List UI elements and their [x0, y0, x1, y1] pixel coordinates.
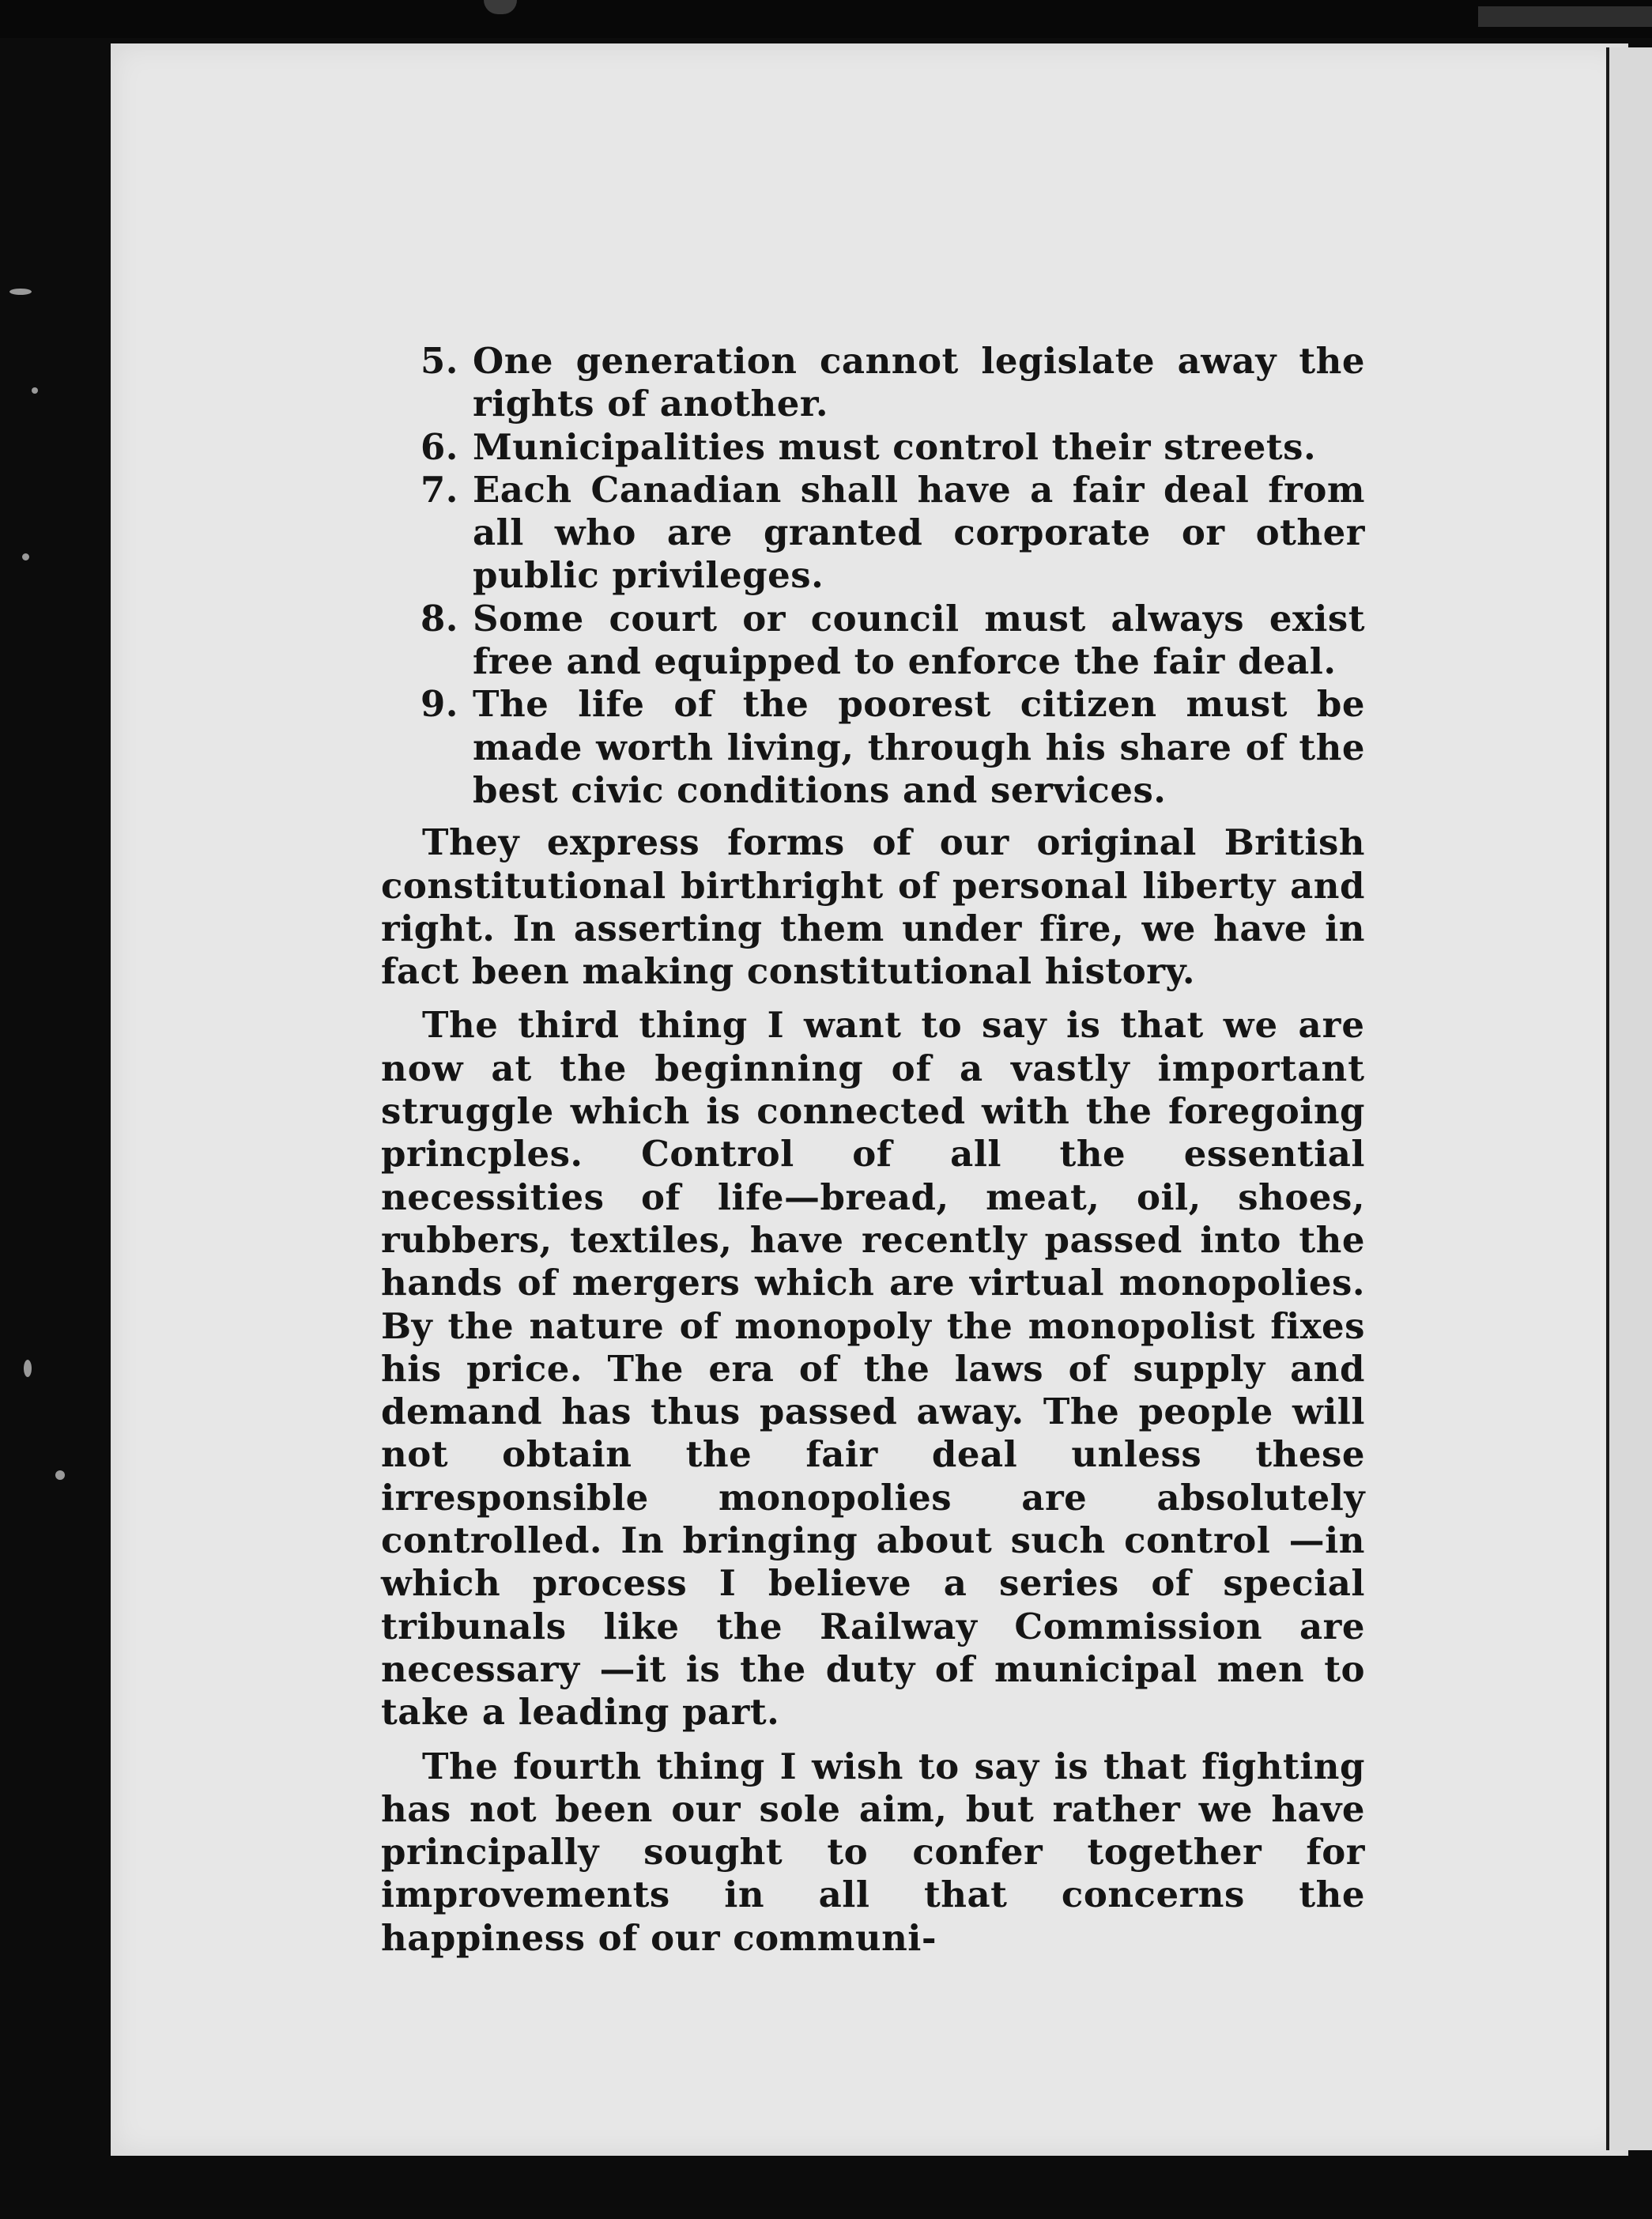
list-number: 5.	[421, 340, 458, 382]
paragraph-struggle	[381, 1004, 1365, 1734]
list-text: One generation cannot legislate away the rights of another.	[473, 340, 1365, 425]
scan-speck	[32, 387, 38, 394]
list-number: 6.	[421, 425, 458, 468]
list-number: 7.	[421, 468, 458, 511]
list-number: 8.	[421, 597, 458, 640]
list-item	[381, 426, 1365, 469]
principles-list	[381, 340, 1365, 812]
scan-speck	[55, 1470, 65, 1480]
scan-speck	[9, 289, 32, 295]
paragraph-fourth-thing: The fourth thing I wish to say is that fighting has not been our sole aim, but rather we have principally sought to confer together for improvements in all that concerns the happiness of our communi-	[381, 1745, 1365, 1959]
page-text	[381, 340, 1365, 1960]
list-text: The life of the poorest citizen must be made worth living, through his share of the best civic conditions and services.	[473, 683, 1365, 811]
list-text: Some court or council must always exist free and equipped to enforce the fair deal.	[473, 597, 1365, 683]
adjacent-page-edge	[1606, 47, 1652, 2150]
scan-top-edge	[0, 0, 1652, 38]
paragraph-constitutional: They express forms of our original British constitutional birthright of personal liberty and right. In asserting them under fire, we have in fact been making constitutional history.	[381, 821, 1365, 993]
scan-speck	[22, 553, 29, 560]
scan-speck	[24, 1360, 32, 1377]
list-text: Municipalities must control their streets.	[473, 425, 1317, 468]
paragraph-lead: The third thing I want to say is that	[422, 1004, 1224, 1047]
list-item	[381, 340, 1365, 426]
emphasized-phrase: we are now at the beginning of a vastly important struggle	[381, 1004, 1365, 1133]
list-item	[381, 598, 1365, 684]
list-item	[381, 469, 1365, 598]
list-text: Each Canadian shall have a fair deal from all who are granted corporate or other public privileges.	[473, 468, 1365, 597]
scan-tape-strip	[1478, 6, 1652, 27]
list-number: 9.	[421, 683, 458, 726]
list-item	[381, 683, 1365, 812]
paragraph-rest: which is connected with the foregoing princples. Control of all the essential necessities of life—bread, meat, oil, shoes, rubbers, textiles, have recently passed into the hands of mergers which are virtual monopolies. By the nature of monopoly the monopolist fixes his price. The era of the laws of supply and demand has thus passed away. The people will not obtain the fair deal unless these irresponsible monopolies are absolutely controlled. In bringing about such control —in which process I believe a series of special tribunals like the Railway Commission are necessary —it is the duty of municipal men to take a leading part.	[381, 1090, 1365, 1734]
